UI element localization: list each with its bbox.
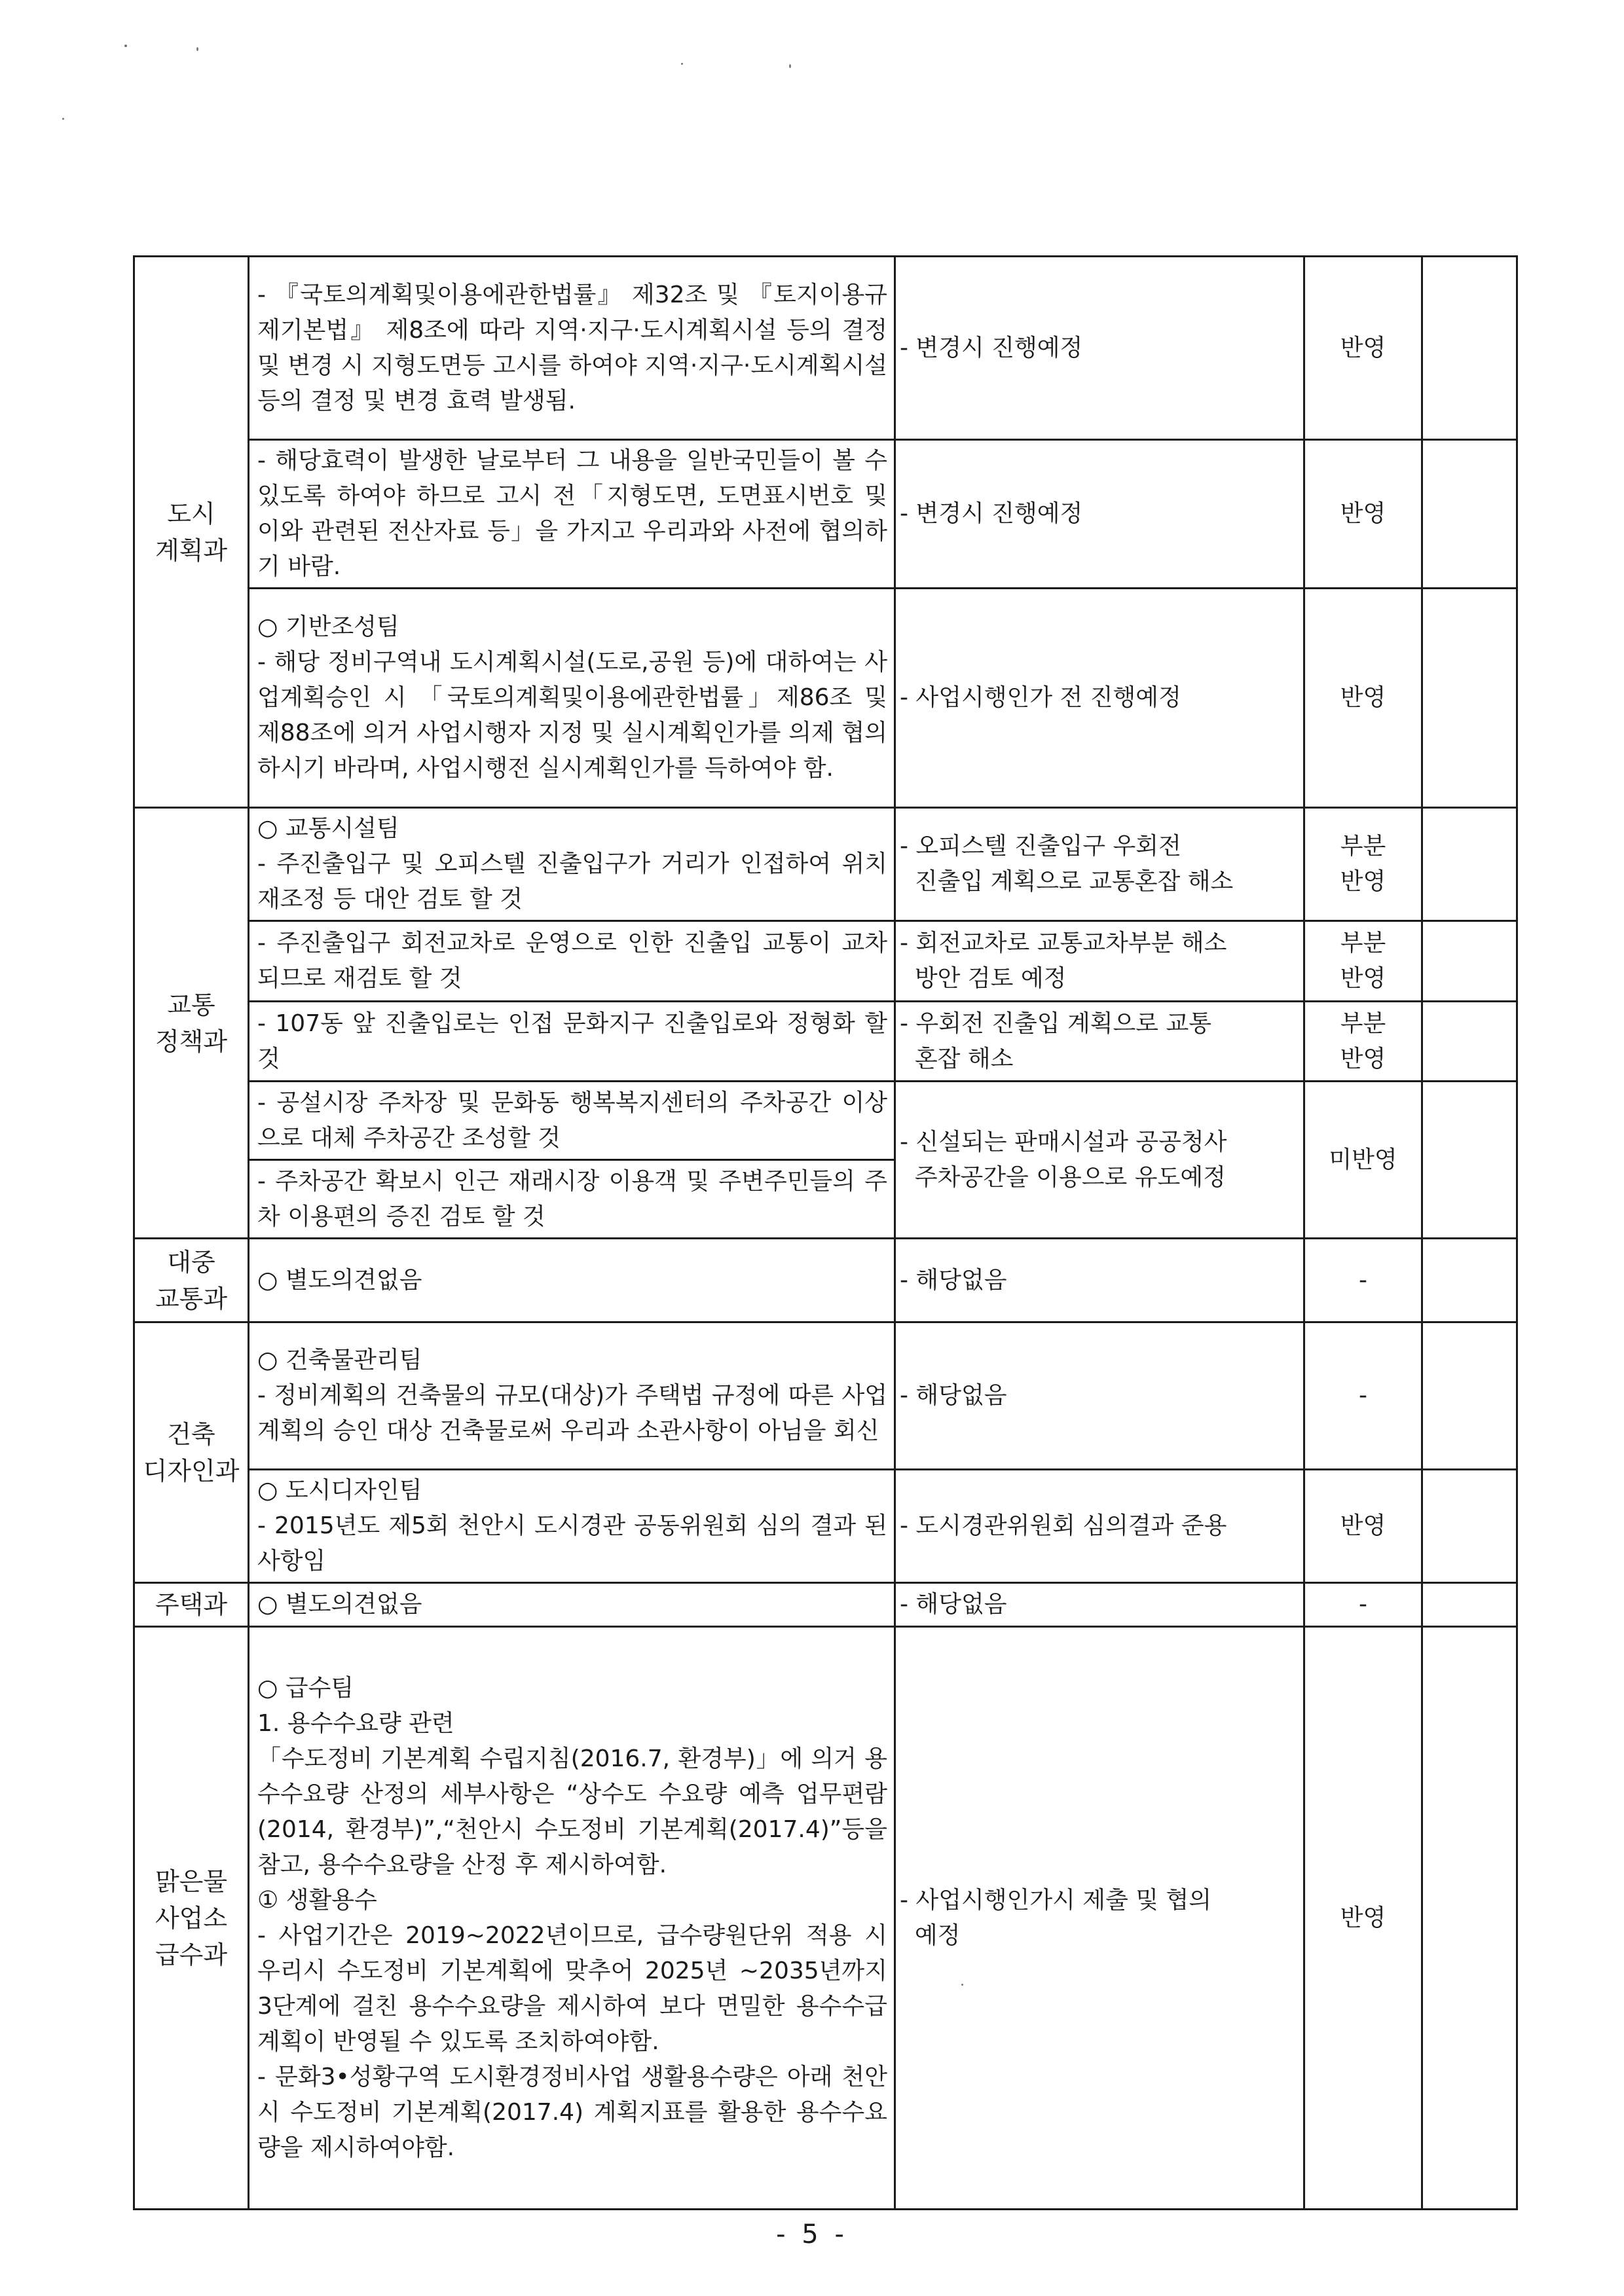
- result-cell: 부분 반영: [1304, 808, 1422, 921]
- dept-cell: 맑은물 사업소 급수과: [134, 1627, 249, 2210]
- opinion-cell: - 공설시장 주차장 및 문화동 행복복지센터의 주차공간 이상으로 대체 주차공간 조성할 것: [249, 1082, 895, 1160]
- plan-cell: - 해당없음: [895, 1583, 1304, 1627]
- plan-cell: - 해당없음: [895, 1239, 1304, 1322]
- note-cell: [1422, 1583, 1517, 1627]
- plan-cell: - 신설되는 판매시설과 공공청사 주차공간을 이용으로 유도예정: [895, 1082, 1304, 1239]
- plan-cell: - 변경시 진행예정: [895, 257, 1304, 440]
- result-cell: -: [1304, 1322, 1422, 1470]
- opinion-cell: - 주차공간 확보시 인근 재래시장 이용객 및 주변주민들의 주차 이용편의 증진 검토 할 것: [249, 1160, 895, 1239]
- result-cell: 반영: [1304, 440, 1422, 589]
- dept-cell: 도시 계획과: [134, 257, 249, 808]
- scan-speck: [124, 45, 127, 47]
- result-cell: 반영: [1304, 589, 1422, 808]
- plan-cell: - 해당없음: [895, 1322, 1304, 1470]
- dept-cell: 교통 정책과: [134, 808, 249, 1239]
- plan-cell: - 사업시행인가 전 진행예정: [895, 589, 1304, 808]
- dept-cell: 주택과: [134, 1583, 249, 1627]
- dept-cell: 건축 디자인과: [134, 1322, 249, 1583]
- note-cell: [1422, 589, 1517, 808]
- result-cell: 반영: [1304, 1627, 1422, 2210]
- result-cell: 부분 반영: [1304, 1002, 1422, 1082]
- note-cell: [1422, 1239, 1517, 1322]
- note-cell: [1422, 1002, 1517, 1082]
- scan-speck: [196, 47, 198, 51]
- opinion-cell: ○ 급수팀 1. 용수수요량 관련 「수도정비 기본계획 수립지침(2016.7, 환경부)」에 의거 용수수요량 산정의 세부사항은 “상수도 수요량 예측 업무편람(2014, 환경부)”,“천안시 수도정비 기본계획(2017.4)”등을 참고, 용수수요량을 산정 후 제시하여함. ① 생활용수 - 사업기간은 2019~2022년이므로, 급수량원단위 적용 시 우리시 수도정비 기본계획에 맞추어 2025년 ~2035년까지 3단계에 걸친 용수수요량을 제시하여 보다 면밀한 용수수급 계획이 반영될 수 있도록 조치하여야함. - 문화3•성황구역 도시환경정비사업 생활용수량은 아래 천안시 수도정비 기본계획(2017.4) 계획지표를 활용한 용수수요량을 제시하여야함.: [249, 1627, 895, 2210]
- plan-cell: - 도시경관위원회 심의결과 준용: [895, 1470, 1304, 1583]
- note-cell: [1422, 440, 1517, 589]
- review-table: [133, 255, 1518, 2210]
- plan-cell: - 변경시 진행예정: [895, 440, 1304, 589]
- scan-speck: [681, 63, 683, 65]
- plan-cell: - 우회전 진출입 계획으로 교통 혼잡 해소: [895, 1002, 1304, 1082]
- opinion-cell: - 107동 앞 진출입로는 인접 문화지구 진출입로와 정형화 할 것: [249, 1002, 895, 1082]
- opinion-cell: - 해당효력이 발생한 날로부터 그 내용을 일반국민들이 볼 수 있도록 하여야 하므로 고시 전「지형도면, 도면표시번호 및 이와 관련된 전산자료 등」을 가지고 우리과와 사전에 협의하기 바람.: [249, 440, 895, 589]
- note-cell: [1422, 1322, 1517, 1470]
- note-cell: [1422, 1627, 1517, 2210]
- result-cell: 미반영: [1304, 1082, 1422, 1239]
- plan-cell: - 오피스텔 진출입구 우회전 진출입 계획으로 교통혼잡 해소: [895, 808, 1304, 921]
- opinion-cell: ○ 건축물관리팀 - 정비계획의 건축물의 규모(대상)가 주택법 규정에 따른 사업계획의 승인 대상 건축물로써 우리과 소관사항이 아님을 회신: [249, 1322, 895, 1470]
- plan-cell: - 사업시행인가시 제출 및 협의 예정: [895, 1627, 1304, 2210]
- scan-speck: [62, 118, 64, 120]
- result-cell: 반영: [1304, 257, 1422, 440]
- note-cell: [1422, 1470, 1517, 1583]
- scan-speck: [789, 64, 791, 68]
- opinion-cell: ○ 기반조성팀 - 해당 정비구역내 도시계획시설(도로,공원 등)에 대하여는 사업계획승인 시 「국토의계획및이용에관한법률」제86조 및 제88조에 의거 사업시행자 지정 및 실시계획인가를 의제 협의하시기 바라며, 사업시행전 실시계획인가를 득하여야 함.: [249, 589, 895, 808]
- opinion-cell: ○ 도시디자인팀 - 2015년도 제5회 천안시 도시경관 공동위원회 심의 결과 된 사항임: [249, 1470, 895, 1583]
- opinion-cell: - 주진출입구 회전교차로 운영으로 인한 진출입 교통이 교차되므로 재검토 할 것: [249, 921, 895, 1002]
- opinion-cell: ○ 별도의견없음: [249, 1583, 895, 1627]
- opinion-cell: ○ 별도의견없음: [249, 1239, 895, 1322]
- dept-cell: 대중 교통과: [134, 1239, 249, 1322]
- plan-cell: - 회전교차로 교통교차부분 해소 방안 검토 예정: [895, 921, 1304, 1002]
- note-cell: [1422, 257, 1517, 440]
- note-cell: [1422, 808, 1517, 921]
- note-cell: [1422, 1082, 1517, 1239]
- result-cell: -: [1304, 1239, 1422, 1322]
- opinion-cell: ○ 교통시설팀 - 주진출입구 및 오피스텔 진출입구가 거리가 인접하여 위치 재조정 등 대안 검토 할 것: [249, 808, 895, 921]
- opinion-cell: - 『국토의계획및이용에관한법률』 제32조 및 『토지이용규제기본법』 제8조에 따라 지역·지구·도시계획시설 등의 결정 및 변경 시 지형도면등 고시를 하여야 지역·지구·도시계획시설 등의 결정 및 변경 효력 발생됨.: [249, 257, 895, 440]
- result-cell: 부분 반영: [1304, 921, 1422, 1002]
- result-cell: 반영: [1304, 1470, 1422, 1583]
- result-cell: -: [1304, 1583, 1422, 1627]
- page-number: - 5 -: [776, 2219, 848, 2250]
- note-cell: [1422, 921, 1517, 1002]
- scan-speck: [961, 1984, 963, 1986]
